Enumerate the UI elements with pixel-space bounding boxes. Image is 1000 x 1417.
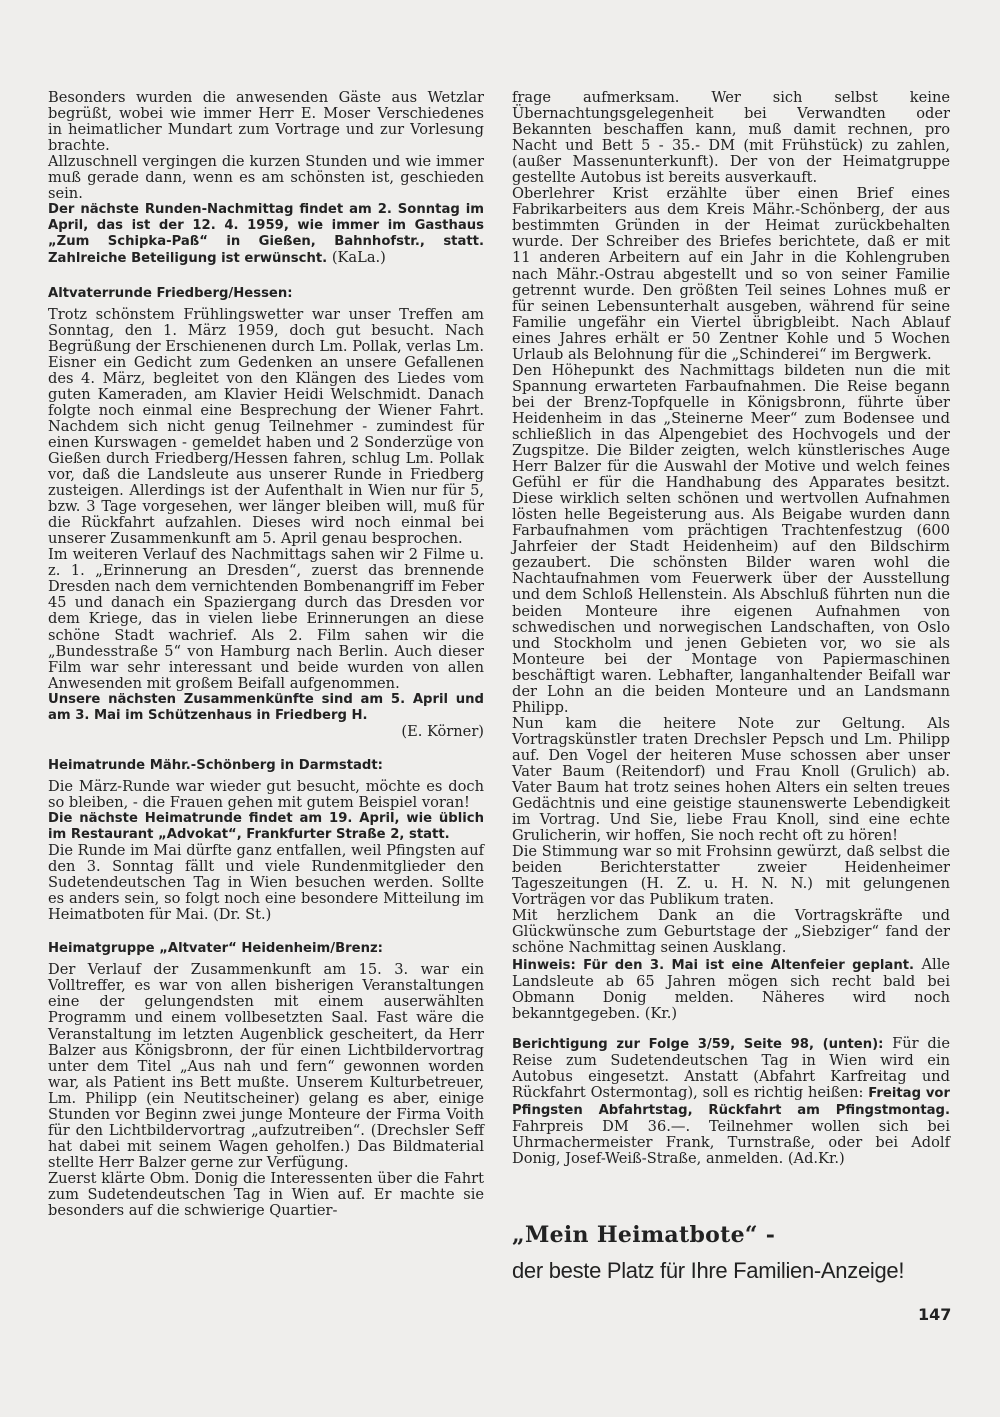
right-paragraph-6: Mit herzlichem Dank an die Vortragskräfte und Glückwünsche zum Geburtstage der „Siebziger“ fand der schöne Nachmittag seinen Ausklang. (512, 907, 950, 957)
advertisement-box (512, 1222, 952, 1284)
berichtigung-label: Berichtigung zur Folge 3/59, Seite 98, (unten): (512, 1036, 884, 1052)
intro-paragraph: Besonders wurden die anwesenden Gäste aus Wetzlar begrüßt, wobei wie immer Herr E. Moser Verschiedenes in heimatlicher Mundart zum Vortrage und zur Vorlesung brachte. (48, 89, 484, 155)
berichtigung-paragraph (512, 1036, 950, 1167)
right-paragraph-4: Nun kam die heitere Note zur Geltung. Als Vortragskünstler traten Drechsler Pepsch und Lm. Philipp auf. Den Vogel der heiteren Muse schossen aber unser Vater Baum (Reitendorf) und Frau Knoll (Grulich) ab. Vater Baum hat trotz seines hohen Alters ein selten treues Gedächtnis und eine geistige staunenswerte Lebendigkeit im Vortrag. Und Sie, liebe Frau Knoll, sind eine echte Grulicherin, wir hoffen, Sie noch recht oft zu hören! (512, 714, 950, 845)
right-paragraph-5: Die Stimmung war so mit Frohsinn gewürzt, daß selbst die beiden Berichterstatter zweier Heidenheimer Tageszeitungen (H. Z. u. H. N. N.) mit gelungenen Vorträgen vor das Publikum traten. (512, 843, 950, 909)
darmstadt-notice: Die nächste Heimatrunde findet am 19. April, wie üblich im Restaurant „Advokat“, Frankfurter Straße 2, statt. (48, 810, 484, 843)
ad-slogan: der beste Platz für Ihre Familien-Anzeige! (512, 1258, 905, 1283)
darmstadt-paragraph-2: Die Runde im Mai dürfte ganz entfallen, weil Pfingsten auf den 3. Sonntag fällt und viele Rundenmitglieder den Sudetendeutschen Tag in Wien besuchen werden. Sollte es anders sein, so folgt noch eine besondere Mitteilung im Heimatboten für Mai. (Dr. St.) (48, 842, 484, 924)
next-meeting-notice (48, 202, 484, 267)
heidenheim-paragraph-1: Der Verlauf der Zusammenkunft am 15. 3. war ein Volltreffer, es war von allen bisherigen Veranstaltungen eine der gelungendsten mit einem auserwählten Programm und einem vollbesetzten Saal. Fast wäre die Veranstaltung im letzten Augenblick gescheitert, da Herr Balzer aus Königsbronn, der für einen Lichtbildervortrag unter dem Titel „Aus nah und fern“ gewonnen worden war, als Patient ins Bett mußte. Unserem Kulturbetreuer, Lm. Philipp (ein Neutitscheiner) gelang es aber, einige Stunden vor Beginn zwei junge Monteure der Firma Voith für den Lichtbildervortrag „aufzutreiben“. (Drechsler Seff hat dabei mit seinem Wagen geholfen.) Das Bildmaterial stellte Herr Balzer gerne zur Verfügung. (48, 961, 484, 1171)
hinweis-text: Alle Landsleute ab 65 Jahren mögen sich recht bald bei Obmann Donig melden. Näheres wird noch bekanntgegeben. (Kr.) (512, 955, 950, 1022)
right-column (512, 90, 950, 1167)
page-number: 147 (918, 1305, 952, 1324)
berichtigung-correction: Freitag vor Pfingsten Abfahrtstag, Rückfahrt am Pfingstmontag. (512, 1085, 950, 1118)
darmstadt-paragraph-1: Die März-Runde war wieder gut besucht, möchte es doch so bleiben, - die Frauen gehen mit gutem Beispiel voran! (48, 777, 484, 811)
berichtigung-text: Für die Reise zum Sudetendeutschen Tag in Wien wird ein Autobus eingesetzt. Anstatt (Abfahrt Karfreitag und Rückfahrt Ostermontag), soll es richtig heißen: (512, 1034, 950, 1101)
hinweis-paragraph (512, 957, 950, 1022)
closing-paragraph: Allzuschnell vergingen die kurzen Stunden und wie immer muß gerade dann, wenn es am schönsten ist, geschieden sein. (48, 153, 484, 203)
right-paragraph-3: Den Höhepunkt des Nachmittags bildeten nun die mit Spannung erwarteten Farbaufnahmen. Die Reise begann bei der Brenz-Topfquelle in Königsbronn, führte über Heidenheim in das „Steinerne Meer“ zum Bodensee und schließlich in das Alpengebiet des Hochvogels und der Zugspitze. Die Bilder zeigten, welch künstlerisches Auge Herr Balzer für die Auswahl der Motive und welch feines Gefühl er für die Handhabung des Apparates besitzt. Diese wirklich selten schönen und wertvollen Aufnahmen lösten helle Begeisterung aus. Als Beigabe wurden dann Farbaufnahmen vom prächtigen Trachtenfestzug (600 Jahrfeier der Stadt Heidenheim) auf den Bildschirm gezaubert. Die schönsten Bilder waren wohl die Nachtaufnahmen vom Feuerwerk über der Ausstellung und dem Schloß Hellenstein. Als Abschluß führten nun die beiden Monteure ihre eigenen Aufnahmen von schwedischen und norwegischen Landschaften, von Oslo und Stockholm und jenen Gebieten vor, wo sie als Monteure bei der Montage von Papiermaschinen beschäftigt waren. Lebhafter, langanhaltender Beifall war der Lohn an die beiden Monteure und an Landsmann Philipp. (512, 361, 950, 716)
ad-title: „Mein Heimatbote“ - (512, 1222, 776, 1248)
friedberg-signature: (E. Körner) (401, 722, 484, 740)
author-initials: (KaLa.) (327, 249, 386, 267)
section-heading-darmstadt: Heimatrunde Mähr.-Schönberg in Darmstadt: (48, 757, 383, 773)
berichtigung-end: Fahrpreis DM 36.—. Teilnehmer wollen sich bei Uhrmachermeister Frank, Turnstraße, oder bei Adolf Donig, Josef-Weiß-Straße, anmelden. (Ad.Kr.) (512, 1117, 950, 1168)
hinweis-label: Hinweis: Für den 3. Mai ist eine Altenfeier geplant. (512, 957, 915, 973)
left-column (48, 90, 484, 1219)
friedberg-notice: Unsere nächsten Zusammenkünfte sind am 5. April und am 3. Mai im Schützenhaus in Friedberg H. (48, 691, 484, 723)
right-paragraph-2: Oberlehrer Krist erzählte über einen Brief eines Fabrikarbeiters aus dem Kreis Mähr.-Schönberg, der aus bestimmten Gründen in der Heimat zurückbehalten wurde. Der Schreiber des Briefes berichtete, daß er mit 11 anderen Arbeitern auf ein Jahr in die Kohlengruben nach Mähr.-Ostrau abgestellt und so von seiner Familie getrennt wurde. Den größten Teil seines Lohnes muß er für seinen Lebensunterhalt ausgeben, während für seine Familie ungefähr ein Viertel übrigbleibt. Nach Ablauf eines Jahres erhält er 50 Zentner Kohle und 5 Wochen Urlaub als Belohnung für die „Schinderei“ im Bergwerk. (512, 185, 950, 363)
friedberg-paragraph-1: Trotz schönstem Frühlingswetter war unser Treffen am Sonntag, den 1. März 1959, doch gut besucht. Nach Begrüßung der Erschienenen durch Lm. Pollak, verlas Lm. Eisner ein Gedicht zum Gedenken an unsere Gefallenen des 4. März, begleitet von den Klängen des Liedes vom guten Kameraden, am Klavier Heidi Welschmidt. Danach folgte noch einmal eine Besprechung der Wiener Fahrt. Nachdem sich nicht genug Teilnehmer - zumindest für einen Kurswagen - gemeldet haben und 2 Sonderzüge von Gießen durch Friedberg/Hessen fahren, schlug Lm. Pollak vor, daß die Landsleute aus unserer Runde in Friedberg zusteigen. Allerdings ist der Aufenthalt in Wien nur für 5, bzw. 3 Tage vorgesehen, wer länger bleiben will, muß für die Rückfahrt aufzahlen. Dieses wird noch einmal bei unserer Zusammenkunft am 5. April genau besprochen. (48, 305, 484, 548)
section-heading-heidenheim: Heimatgruppe „Altvater“ Heidenheim/Brenz: (48, 941, 383, 957)
section-heading-friedberg: Altvaterrunde Friedberg/Hessen: (48, 285, 293, 301)
next-meeting-text: Der nächste Runden-Nachmittag findet am 2. Sonntag im April, das ist der 12. 4. 1959, wie immer im Gasthaus „Zum Schipka-Paß“ in Gießen, Bahnhofstr., statt. Zahlreiche Beteiligung ist erwünscht. (48, 202, 484, 267)
heidenheim-paragraph-2: Zuerst klärte Obm. Donig die Interessenten über die Fahrt zum Sudetendeutschen Tag in Wien auf. Er machte sie besonders auf die schwierige Quartier- (48, 1169, 484, 1220)
right-paragraph-1: frage aufmerksam. Wer sich selbst keine Übernachtungsgelegenheit bei Verwandten oder Bekannten beschaffen kann, muß damit rechnen, pro Nacht und Bett 5 - 35.- DM (mit Frühstück) zu zahlen, (außer Massenunterkunft). Der von der Heimatgruppe gestellte Autobus ist bereits ausverkauft. (512, 89, 950, 187)
friedberg-paragraph-2: Im weiteren Verlauf des Nachmittags sahen wir 2 Filme u. z. 1. „Erinnerung an Dresden“, zuerst das brennende Dresden nach dem vernichtenden Bombenangriff im Feber 45 und danach ein Spaziergang durch das Dresden vor dem Kriege, das in vielen liebe Erinnerungen an diese schöne Stadt wachrief. Als 2. Film sahen wir die „Bundesstraße 5“ von Hamburg nach Berlin. Auch dieser Film war sehr interessant und beide wurden von allen Anwesenden mit großem Beifall aufgenommen. (48, 546, 484, 692)
